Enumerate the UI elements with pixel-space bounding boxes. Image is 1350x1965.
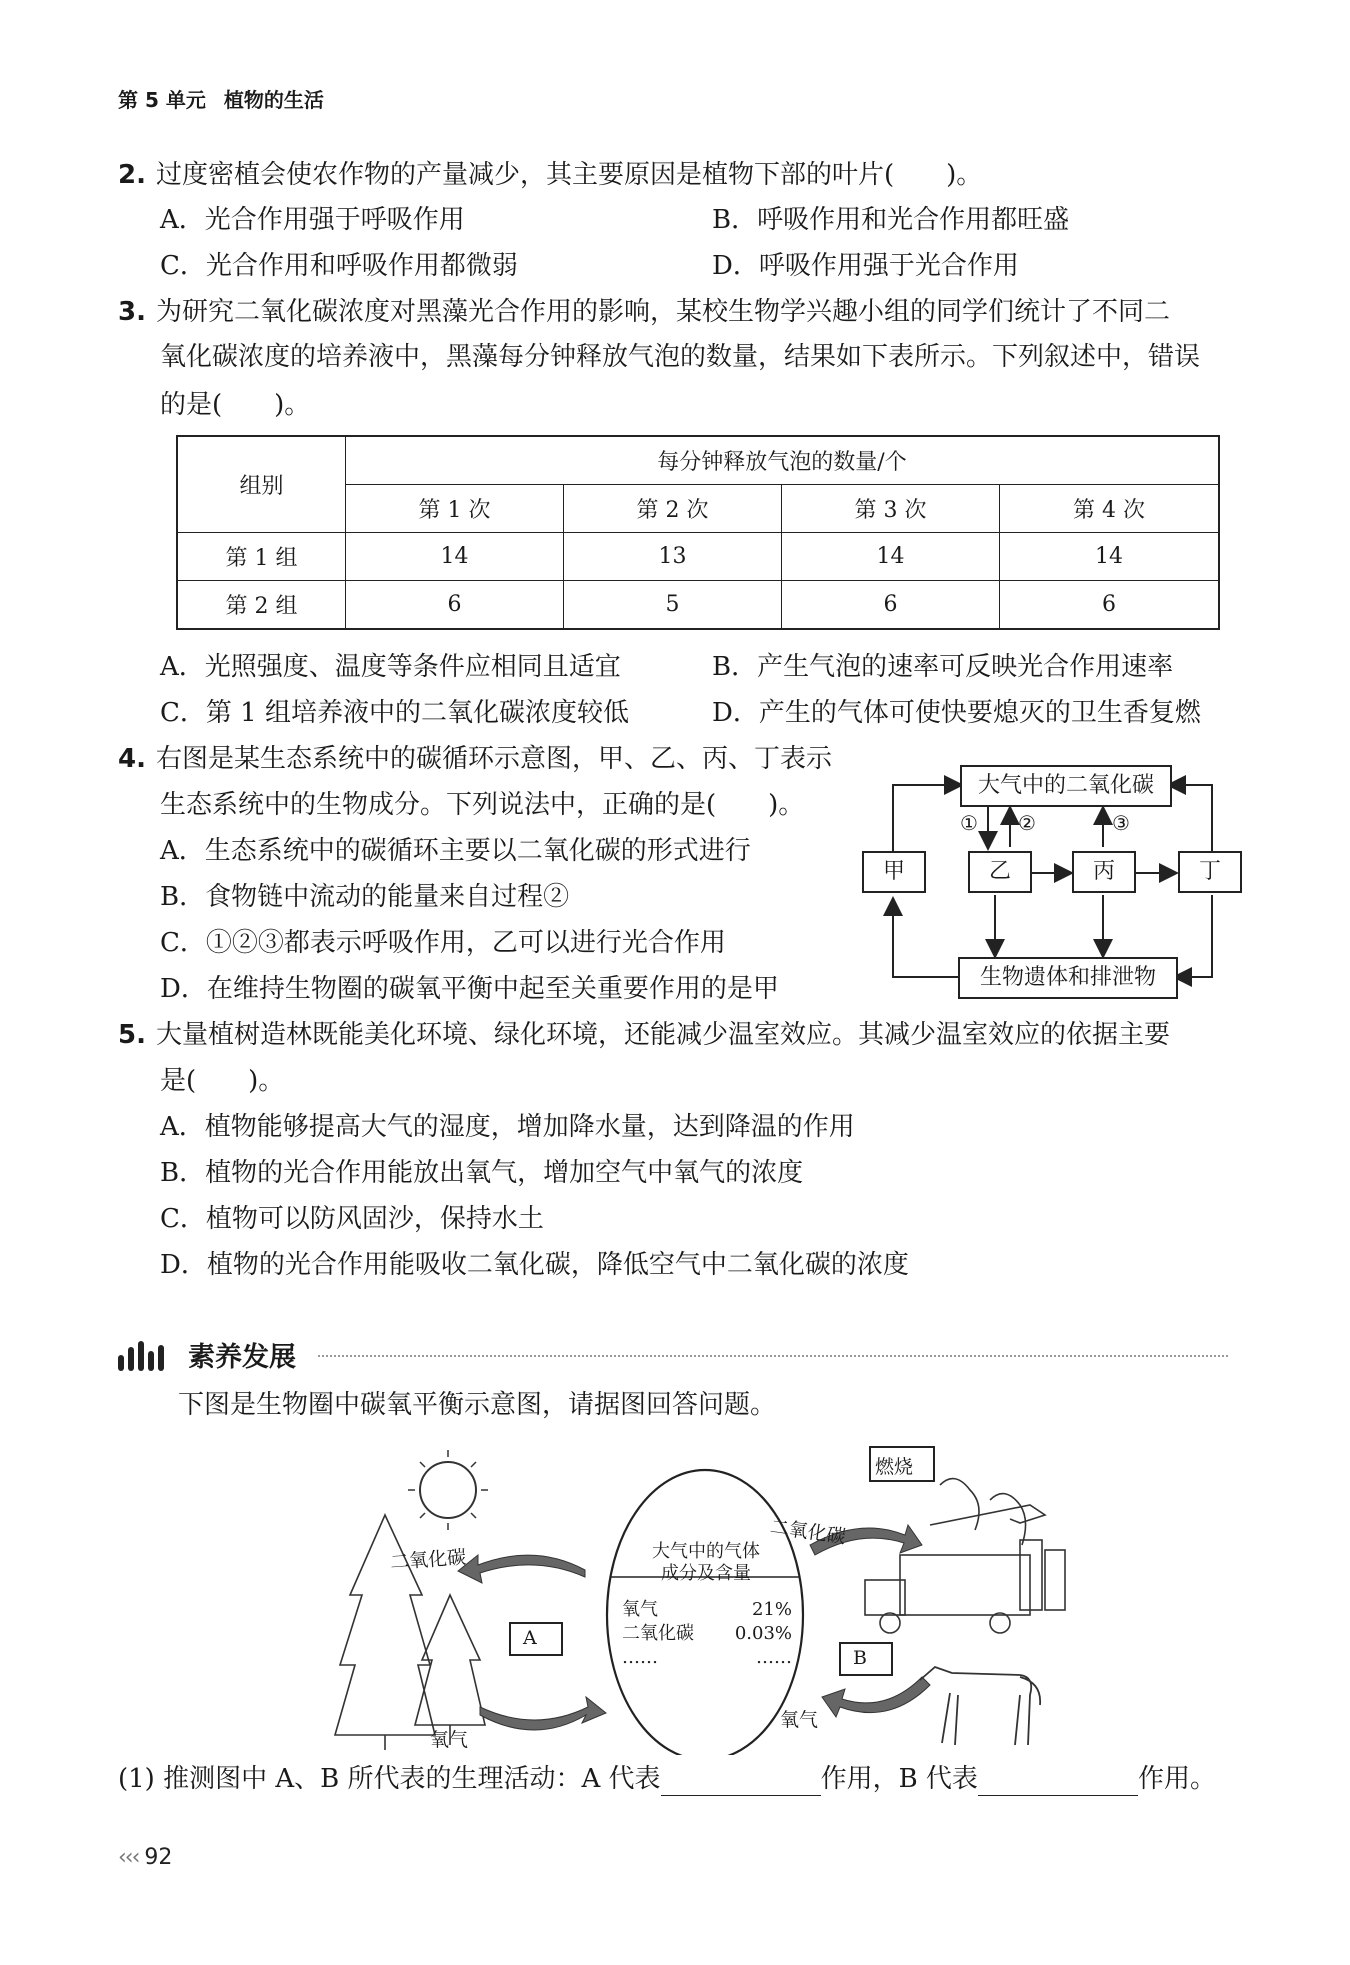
section-divider: [318, 1355, 1228, 1357]
q3-number: 3.: [118, 297, 146, 327]
sub1-prefix: (1) 推测图中 A、B 所代表的生理活动：A 代表: [118, 1764, 661, 1794]
burn-label: 燃烧: [875, 1456, 914, 1478]
table-header-trial: 第 1 次: [346, 485, 564, 533]
table-row: [177, 533, 1219, 581]
q3-stem-line-2: 氧化碳浓度的培养液中，黑藻每分钟释放气泡的数量，结果如下表所示。下列叙述中，错误: [160, 342, 1201, 372]
q5-option-c[interactable]: C．植物可以防风固沙，保持水土: [160, 1204, 544, 1234]
q5-text-1: 大量植树造林既能美化环境、绿化环境，还能减少温室效应。其减少温室效应的依据主要: [155, 1020, 1170, 1050]
q5-option-d[interactable]: D．植物的光合作用能吸收二氧化碳，降低空气中二氧化碳的浓度: [160, 1250, 909, 1280]
section-intro: 下图是生物圈中碳氧平衡示意图，请据图回答问题。: [178, 1390, 777, 1420]
oval-title: [626, 1541, 786, 1585]
section-header: [118, 1335, 1228, 1375]
q4-stem-line-2: 生态系统中的生物成分。下列说法中，正确的是( )。: [160, 790, 805, 820]
o2-left-label: 氧气: [430, 1729, 469, 1751]
q5-option-a[interactable]: A．植物能够提高大气的湿度，增加降水量，达到降温的作用: [160, 1112, 855, 1142]
answer-blank-a[interactable]: [661, 1767, 821, 1796]
table-row: [177, 581, 1219, 630]
table-cell: 14: [346, 533, 564, 581]
oval-title-2: 成分及含量: [661, 1563, 751, 1584]
row-label: 第 2 组: [177, 581, 346, 630]
yi-box: 乙: [968, 851, 1032, 893]
process-3-label: ③: [1112, 811, 1130, 835]
page-footer: [118, 1845, 172, 1870]
q3-text-1: 为研究二氧化碳浓度对黑藻光合作用的影响，某校生物学兴趣小组的同学们统计了不同二: [155, 297, 1170, 327]
horse-icon: [920, 1667, 1040, 1745]
table-header-measure: 每分钟释放气泡的数量/个: [346, 436, 1220, 485]
q3-stem-line-3: 的是( )。: [160, 390, 311, 420]
page-number: 92: [144, 1845, 173, 1870]
box-a-label: A: [523, 1627, 537, 1649]
q5-number: 5.: [118, 1020, 146, 1050]
box-b-label: B: [853, 1647, 867, 1669]
table-cell: 5: [564, 581, 782, 630]
q3-option-d[interactable]: D．产生的气体可使快要熄灭的卫生香复燃: [712, 698, 1201, 728]
q5-stem-line-2: 是( )。: [160, 1066, 285, 1096]
row-label: 第 1 组: [177, 533, 346, 581]
subquestion-1: [118, 1762, 1216, 1796]
carbon-cycle-diagram: [860, 755, 1260, 1005]
q4-text-1: 右图是某生态系统中的碳循环示意图，甲、乙、丙、丁表示: [155, 744, 832, 774]
carbon-oxygen-balance-diagram: [330, 1445, 1090, 1755]
section-title: 素养发展: [188, 1342, 296, 1373]
table-header-group: 组别: [177, 436, 346, 533]
process-2-label: ②: [1018, 811, 1036, 835]
unit-title: 植物的生活: [223, 88, 324, 112]
process-1-label: ①: [960, 811, 978, 835]
answer-blank-b[interactable]: [978, 1767, 1138, 1796]
q2-text: 过度密植会使农作物的产量减少，其主要原因是植物下部的叶片( )。: [155, 160, 983, 190]
q4-option-d[interactable]: D．在维持生物圈的碳氧平衡中起至关重要作用的是甲: [160, 974, 779, 1004]
q3-stem-line-1: [118, 295, 1170, 329]
ding-box: 丁: [1178, 851, 1242, 893]
q3-option-a[interactable]: A．光照强度、温度等条件应相同且适宜: [160, 652, 621, 682]
table-cell: 6: [346, 581, 564, 630]
oval-title-1: 大气中的气体: [652, 1541, 760, 1562]
table-cell: 14: [782, 533, 1000, 581]
bing-box: 丙: [1072, 851, 1136, 893]
sub1-mid: 作用，B 代表: [820, 1764, 978, 1794]
co2-left-label: 二氧化碳: [389, 1546, 467, 1574]
atmosphere-co2-box: 大气中的二氧化碳: [960, 765, 1172, 807]
factory-truck-icon: [865, 1479, 1065, 1633]
ellipsis-left: ……: [622, 1647, 658, 1668]
q4-option-c[interactable]: C．①②③都表示呼吸作用，乙可以进行光合作用: [160, 928, 726, 958]
q3-option-b[interactable]: B．产生气泡的速率可反映光合作用速率: [712, 652, 1174, 682]
jia-box: 甲: [862, 851, 926, 893]
table-header-trial: 第 3 次: [782, 485, 1000, 533]
co2-value: 0.03%: [734, 1623, 792, 1644]
oxygen-value: 21%: [751, 1599, 792, 1620]
q2-option-d[interactable]: D．呼吸作用强于光合作用: [712, 251, 1019, 281]
q5-stem-line-1: [118, 1018, 1170, 1052]
ellipsis-right: ……: [756, 1647, 792, 1668]
sub1-suffix: 作用。: [1137, 1764, 1216, 1794]
table-cell: 14: [1000, 533, 1220, 581]
q4-option-a[interactable]: A．生态系统中的碳循环主要以二氧化碳的形式进行: [160, 836, 751, 866]
q2-stem: [118, 158, 982, 192]
o2-right-label: 氧气: [780, 1709, 819, 1731]
section-bars-icon: [118, 1341, 168, 1371]
q2-number: 2.: [118, 160, 146, 190]
q4-stem-line-1: [118, 742, 832, 776]
q5-option-b[interactable]: B．植物的光合作用能放出氧气，增加空气中氧气的浓度: [160, 1158, 804, 1188]
co2-right-label: 二氧化碳: [768, 1515, 847, 1549]
q2-option-a[interactable]: A．光合作用强于呼吸作用: [160, 205, 465, 235]
chevron-left-icon: ‹‹‹: [118, 1845, 139, 1870]
table-cell: 13: [564, 533, 782, 581]
gas-composition: [622, 1598, 792, 1670]
q4-option-b[interactable]: B．食物链中流动的能量来自过程②: [160, 882, 570, 912]
q3-option-c[interactable]: C．第 1 组培养液中的二氧化碳浓度较低: [160, 698, 629, 728]
sun-icon: [408, 1450, 488, 1530]
remains-box: 生物遗体和排泄物: [958, 957, 1178, 999]
oxygen-label: 氧气: [622, 1599, 658, 1620]
q2-option-c[interactable]: C．光合作用和呼吸作用都微弱: [160, 251, 518, 281]
q2-option-b[interactable]: B．呼吸作用和光合作用都旺盛: [712, 205, 1070, 235]
table-header-trial: 第 2 次: [564, 485, 782, 533]
table-header-trial: 第 4 次: [1000, 485, 1220, 533]
table-cell: 6: [782, 581, 1000, 630]
q4-number: 4.: [118, 744, 146, 774]
unit-label: 第 5 单元: [118, 88, 206, 112]
bubble-count-table: [176, 435, 1220, 630]
page-header: [118, 84, 342, 113]
co2-label: 二氧化碳: [622, 1623, 694, 1644]
table-cell: 6: [1000, 581, 1220, 630]
